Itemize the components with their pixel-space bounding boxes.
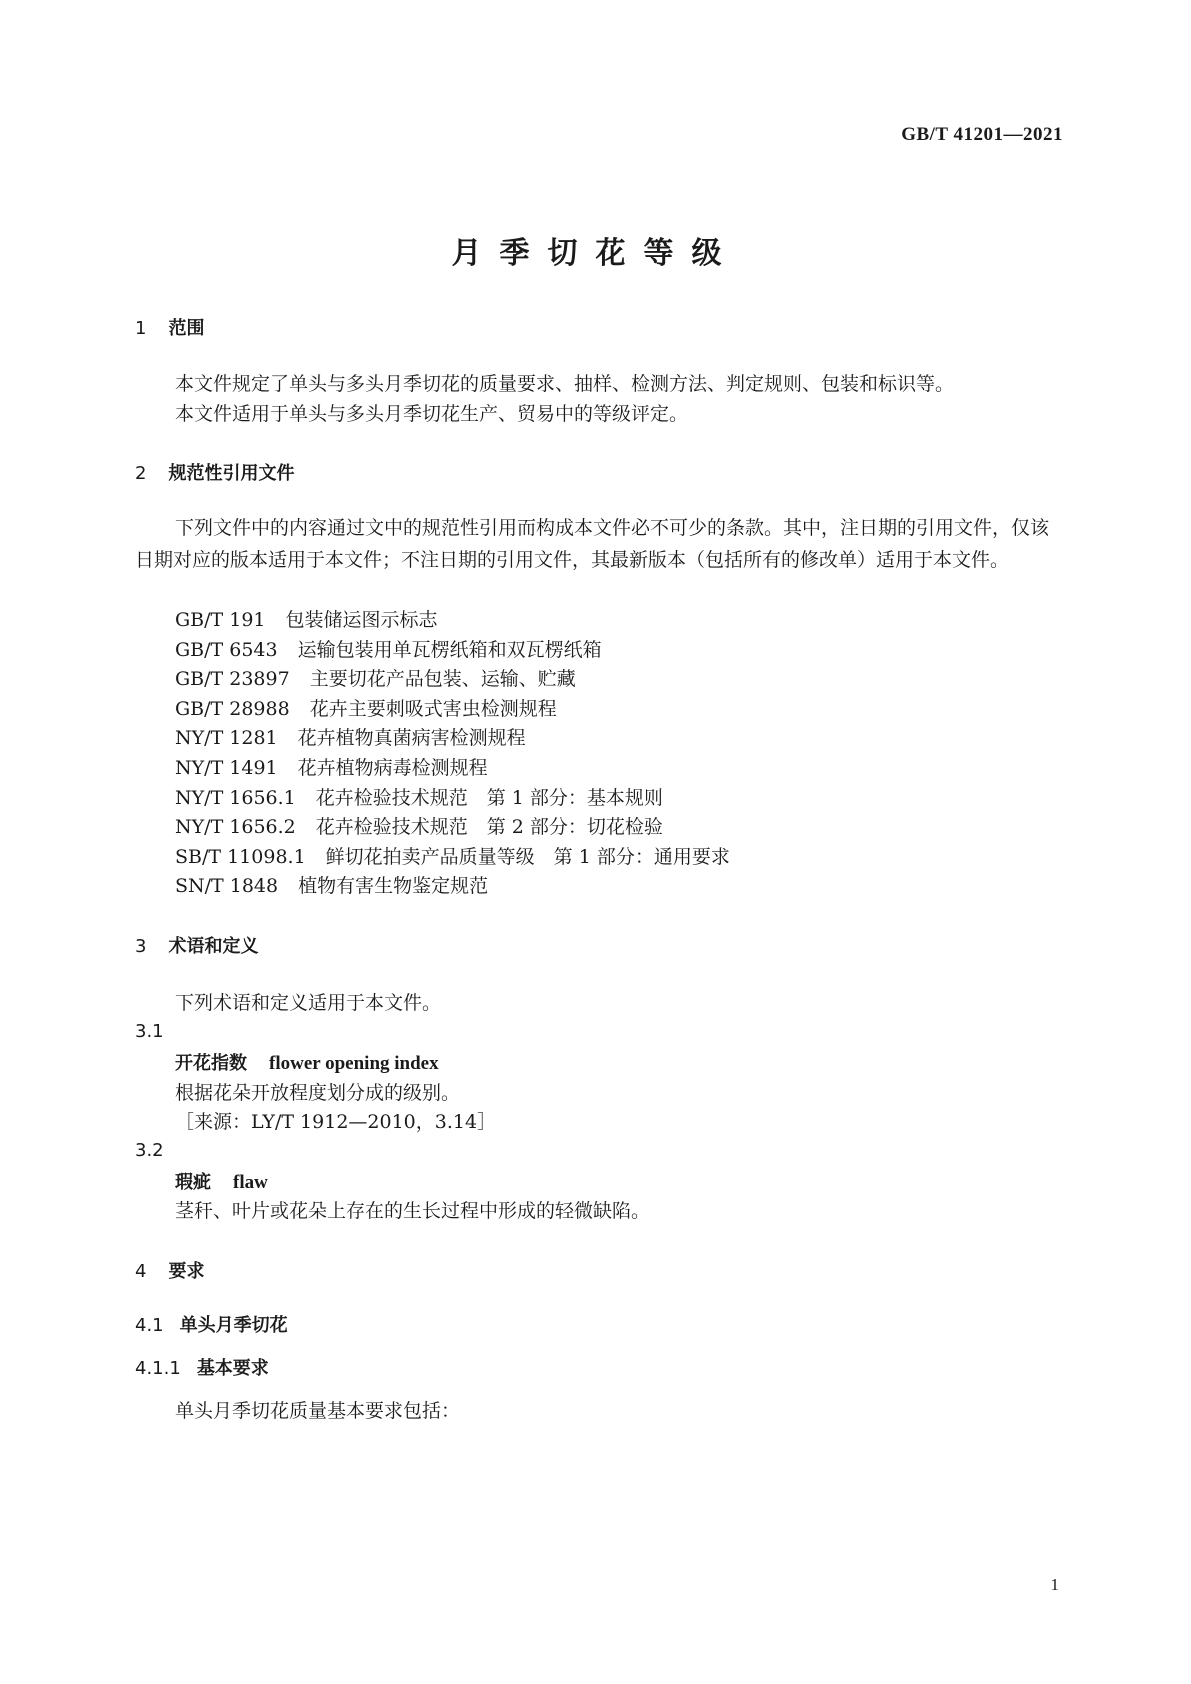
reference-code: NY/T 1281 (175, 727, 278, 750)
section-title: 术语和定义 (168, 936, 259, 957)
reference-code: GB/T 23897 (175, 668, 290, 691)
reference-code: SB/T 11098.1 (175, 845, 306, 868)
term-chinese: 瑕疵 (175, 1172, 211, 1193)
section-4-heading (135, 1257, 204, 1283)
paragraph: 单头月季切花质量基本要求包括： (175, 1400, 461, 1422)
reference-item (175, 812, 663, 839)
reference-title: 花卉植物病毒检测规程 (297, 757, 488, 779)
section-number: 4.1 (135, 1315, 164, 1336)
section-3-heading (135, 932, 258, 958)
paragraph: 本文件适用于单头与多头月季切花生产、贸易中的等级评定。 (175, 403, 689, 425)
paragraph: 下列文件中的内容通过文中的规范性引用而构成本文件必不可少的条款。其中，注日期的引用文件，仅该日期对应的版本适用于本文件；不注日期的引用文件，其最新版本（包括所有的修改单）适用于本文件。 (135, 517, 1050, 571)
term-definition: 根据花朵开放程度划分成的级别。 (175, 1082, 461, 1104)
term-source: ［来源：LY/T 1912—2010，3.14］ (175, 1111, 497, 1133)
section-title: 基本要求 (196, 1358, 269, 1379)
reference-code: GB/T 6543 (175, 638, 278, 661)
paragraph: 本文件规定了单头与多头月季切花的质量要求、抽样、检测方法、判定规则、包装和标识等。 (175, 373, 955, 395)
term-heading (175, 1168, 268, 1194)
section-number: 1 (135, 318, 147, 339)
reference-code: GB/T 28988 (175, 697, 290, 720)
document-title: 月季切花等级 (451, 236, 740, 271)
reference-title: 花卉检验技术规范 第 1 部分：基本规则 (315, 786, 663, 809)
reference-item (175, 783, 663, 810)
term-english: flaw (233, 1172, 268, 1193)
reference-title: 主要切花产品包装、运输、贮藏 (309, 668, 576, 691)
section-title: 范围 (168, 318, 205, 339)
reference-item (175, 723, 526, 750)
page-number: 1 (1050, 1575, 1059, 1594)
reference-item (175, 753, 488, 780)
term-english: flower opening index (269, 1053, 439, 1074)
subsection-4-1-heading (135, 1311, 288, 1337)
reference-code: SN/T 1848 (175, 875, 279, 898)
section-title: 要求 (168, 1261, 205, 1282)
section-number: 4 (135, 1261, 147, 1282)
reference-title: 花卉检验技术规范 第 2 部分：切花检验 (315, 816, 663, 839)
reference-title: 植物有害生物鉴定规范 (298, 875, 489, 898)
section-1-heading (135, 314, 204, 340)
section-2-heading (135, 459, 294, 485)
reference-code: NY/T 1491 (175, 757, 278, 779)
reference-title: 鲜切花拍卖产品质量等级 第 1 部分：通用要求 (325, 845, 730, 868)
reference-item (175, 635, 602, 662)
reference-code: NY/T 1656.1 (175, 786, 296, 809)
reference-title: 花卉主要刺吸式害虫检测规程 (309, 697, 557, 720)
reference-title: 包装储运图示标志 (285, 609, 438, 631)
reference-code: GB/T 191 (175, 609, 266, 631)
section-title: 单头月季切花 (179, 1315, 288, 1336)
section-number: 3 (135, 936, 147, 957)
subsection-4-1-1-heading (135, 1354, 269, 1380)
section-number: 4.1.1 (135, 1358, 181, 1379)
reference-item (175, 605, 438, 632)
term-chinese: 开花指数 (175, 1053, 247, 1074)
reference-item (175, 842, 730, 869)
term-heading (175, 1049, 439, 1075)
section-number: 2 (135, 463, 147, 484)
standard-number: GB/T 41201—2021 (901, 124, 1063, 145)
reference-item (175, 871, 488, 898)
reference-item (175, 664, 576, 691)
paragraph: 下列术语和定义适用于本文件。 (175, 992, 442, 1014)
term-definition: 茎秆、叶片或花朵上存在的生长过程中形成的轻微缺陷。 (175, 1200, 651, 1222)
section-title: 规范性引用文件 (168, 463, 295, 484)
term-number: 3.2 (135, 1140, 164, 1161)
reference-title: 花卉植物真菌病害检测规程 (297, 727, 526, 750)
reference-code: NY/T 1656.2 (175, 816, 296, 839)
reference-title: 运输包装用单瓦楞纸箱和双瓦楞纸箱 (297, 638, 602, 661)
term-number: 3.1 (135, 1021, 164, 1042)
reference-item (175, 694, 557, 721)
